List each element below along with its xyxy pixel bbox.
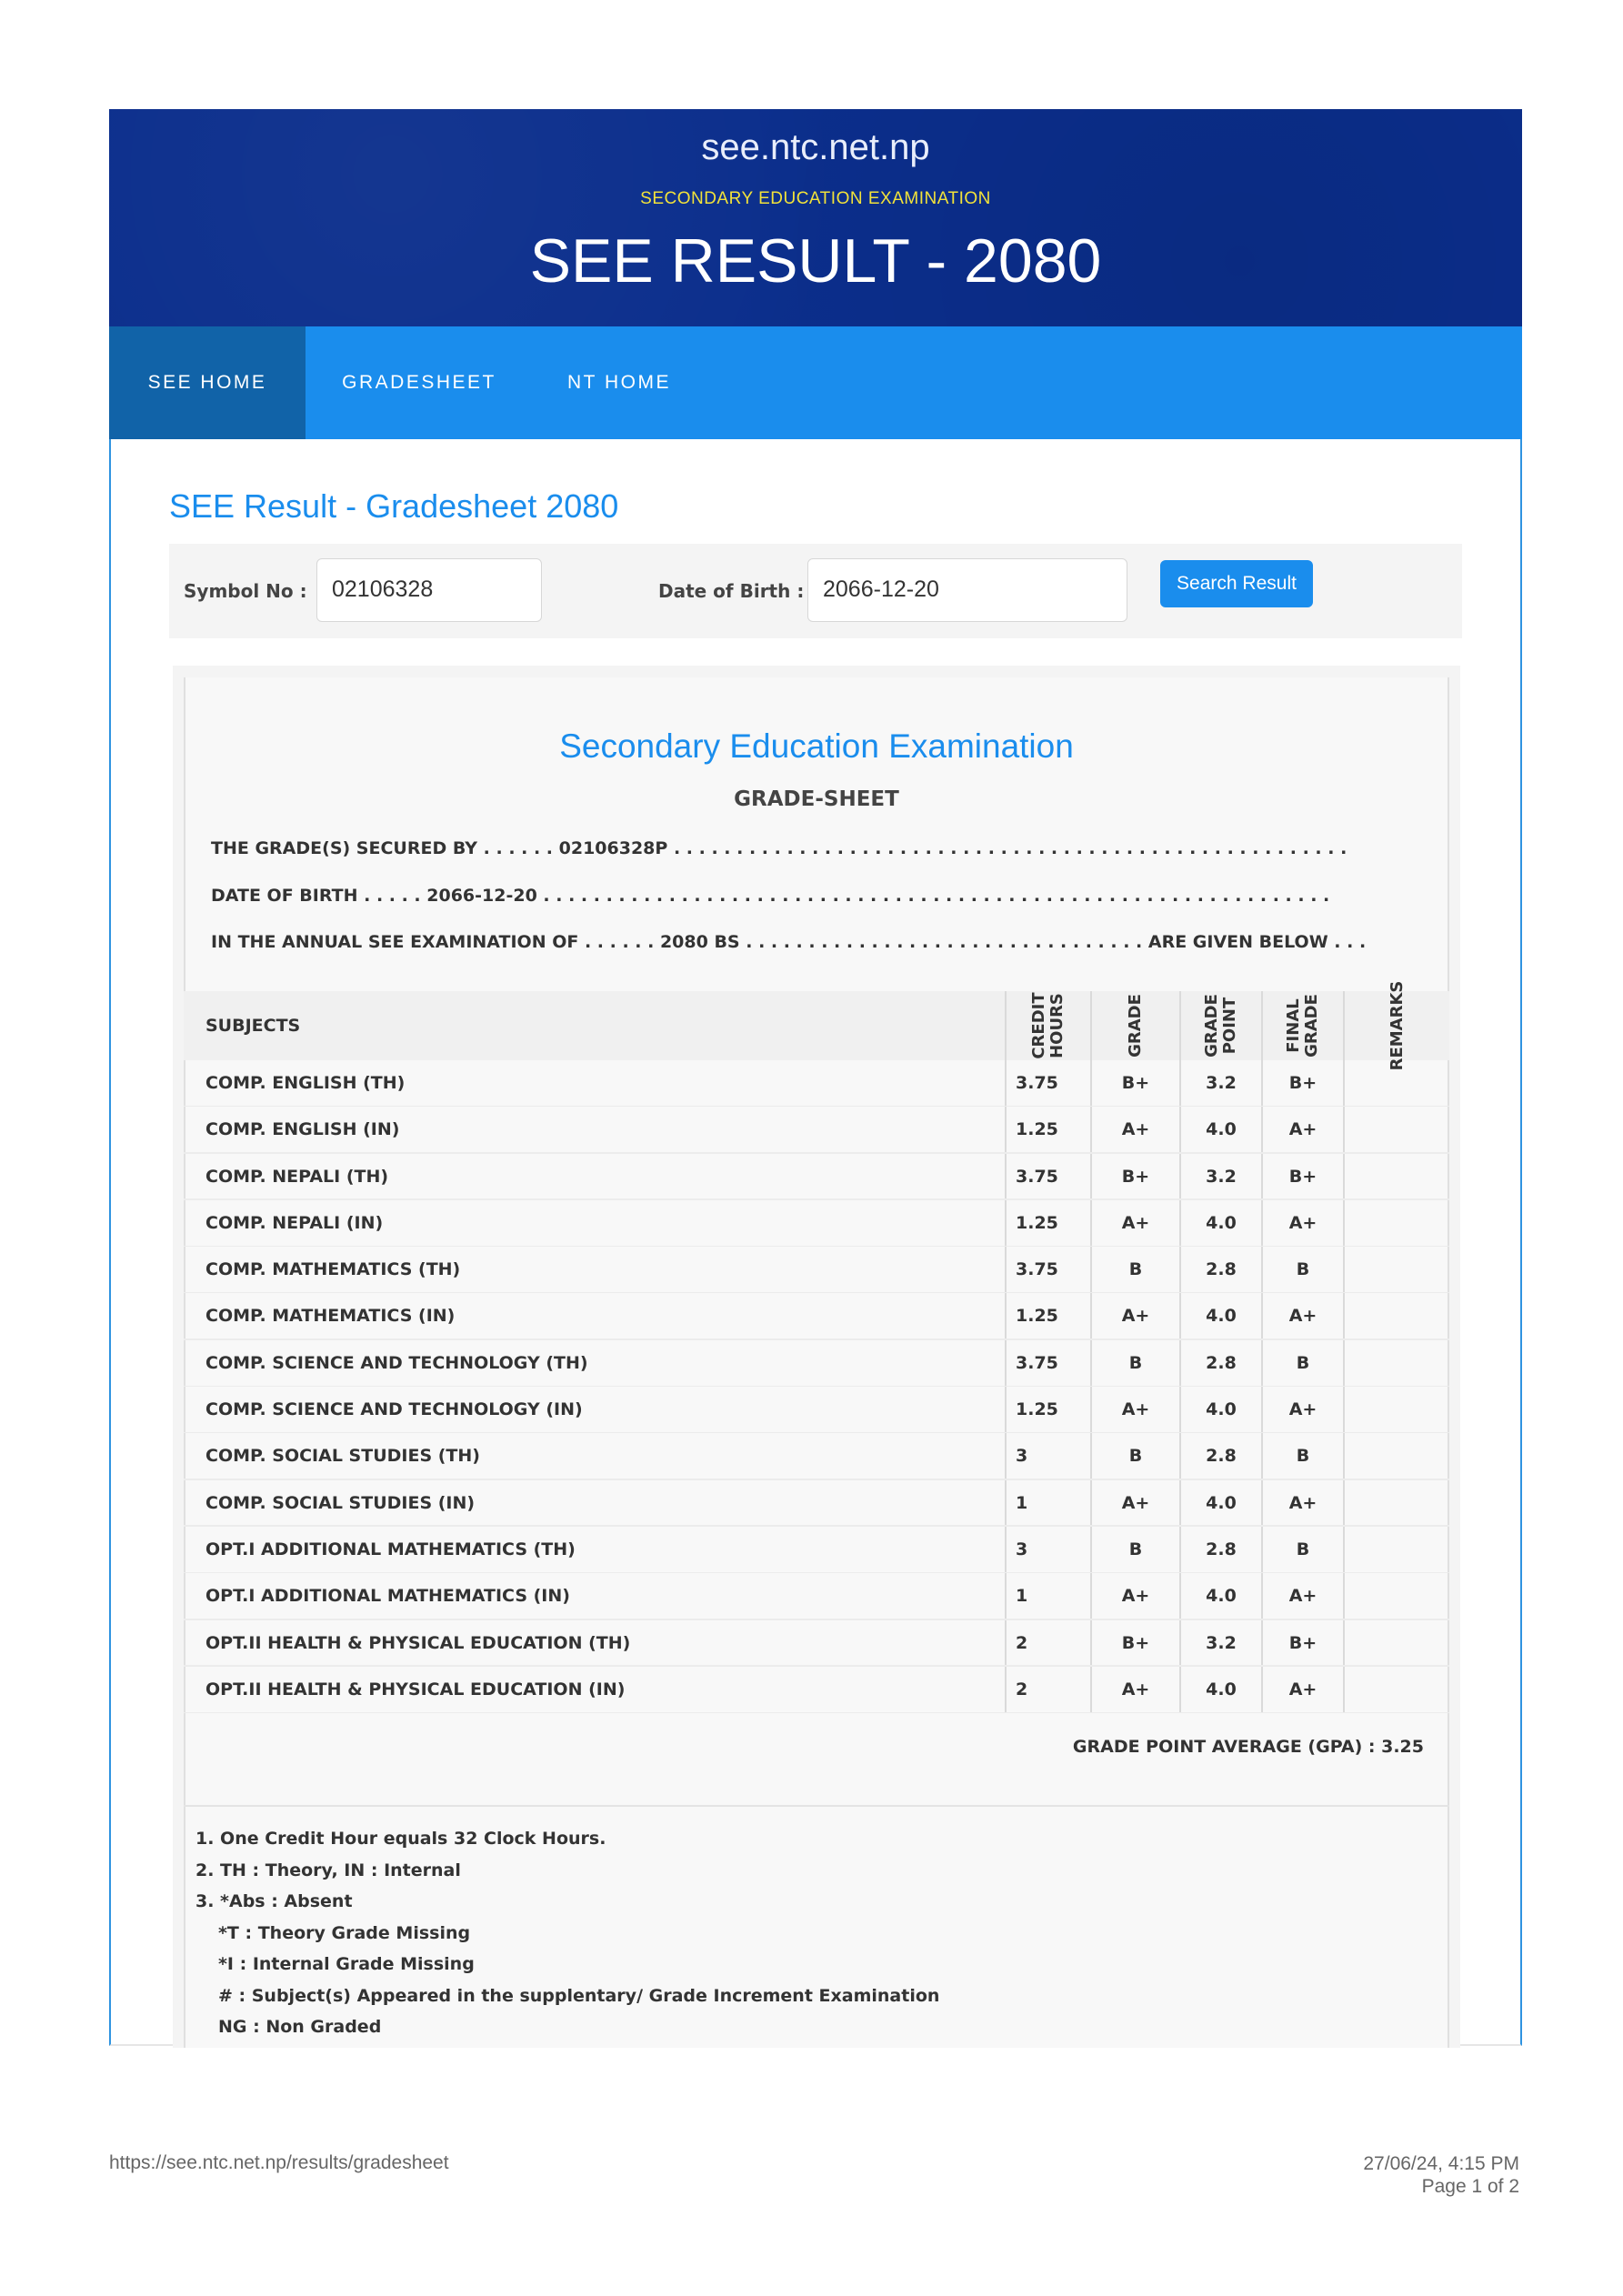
search-result-button[interactable]: Search Result: [1160, 560, 1313, 607]
cell-remarks: [1345, 1200, 1449, 1247]
header-remarks: REMARKS: [1387, 980, 1407, 1071]
divider: [1179, 1200, 1181, 1247]
divider: [1343, 1620, 1345, 1667]
header-banner: [109, 109, 1522, 326]
nav-gradesheet[interactable]: GRADESHEET: [342, 372, 496, 393]
nav-see-home[interactable]: SEE HOME: [109, 326, 306, 439]
table-row: [184, 1293, 1449, 1339]
note-item: 1. One Credit Hour equals 32 Clock Hours.: [195, 1829, 606, 1849]
note-item: # : Subject(s) Appeared in the supplentary/ Grade Increment Examination: [218, 1985, 940, 2006]
divider: [1090, 1433, 1092, 1479]
divider: [1261, 1154, 1263, 1200]
cell-subject: COMP. ENGLISH (IN): [205, 1119, 400, 1140]
cell-remarks: [1345, 1667, 1449, 1713]
cell-grade-point: 3.2: [1206, 1632, 1237, 1653]
navbar: [109, 326, 1522, 439]
cell-subject: OPT.I ADDITIONAL MATHEMATICS (IN): [205, 1586, 570, 1607]
page-heading: SEE Result - Gradesheet 2080: [169, 487, 619, 525]
divider: [1261, 1107, 1263, 1153]
divider: [1343, 1433, 1345, 1479]
cell-grade-point: 4.0: [1206, 1119, 1237, 1140]
divider: [1090, 1154, 1092, 1200]
divider: [1343, 1293, 1345, 1339]
cell-credit-hours: 3.75: [1016, 1352, 1058, 1373]
divider: [1005, 1620, 1007, 1667]
footer-datetime: 27/06/24, 4:15 PM: [1363, 2153, 1519, 2174]
cell-grade: B: [1128, 1352, 1143, 1373]
header-final-grade: FINAL GRADE: [1284, 994, 1321, 1058]
cell-remarks: [1345, 1433, 1449, 1479]
cell-grade: A+: [1121, 1679, 1150, 1699]
divider: [1005, 1200, 1007, 1247]
divider: [1343, 1527, 1345, 1573]
divider: [1005, 1667, 1007, 1713]
divider: [1090, 1293, 1092, 1339]
divider: [1343, 1667, 1345, 1713]
banner-subtitle: SECONDARY EDUCATION EXAMINATION: [640, 189, 991, 208]
cell-grade-point: 4.0: [1206, 1679, 1237, 1699]
divider: [1261, 1340, 1263, 1387]
cell-grade: A+: [1121, 1119, 1150, 1140]
table-row: [184, 1433, 1449, 1479]
header-grade: GRADE: [1126, 994, 1145, 1058]
divider: [1179, 1107, 1181, 1153]
cell-final-grade: A+: [1288, 1679, 1317, 1699]
divider: [1261, 1573, 1263, 1619]
grades-table: [184, 980, 1449, 1713]
cell-remarks: [1345, 1527, 1449, 1573]
cell-remarks: [1345, 1573, 1449, 1619]
divider: [1343, 1573, 1345, 1619]
divider: [1090, 1573, 1092, 1619]
cell-credit-hours: 2: [1016, 1679, 1028, 1699]
divider: [1090, 1527, 1092, 1573]
cell-credit-hours: 3.75: [1016, 1166, 1058, 1187]
divider: [1179, 1293, 1181, 1339]
cell-subject: COMP. MATHEMATICS (IN): [205, 1306, 456, 1327]
cell-subject: COMP. SOCIAL STUDIES (IN): [205, 1492, 476, 1513]
table-row: [184, 1247, 1449, 1293]
divider: [1179, 1387, 1181, 1433]
divider: [1343, 1387, 1345, 1433]
divider: [1343, 1200, 1345, 1247]
divider: [1005, 1573, 1007, 1619]
table-row: [184, 1387, 1449, 1433]
cell-subject: COMP. SCIENCE AND TECHNOLOGY (IN): [205, 1399, 583, 1420]
table-row: [184, 1573, 1449, 1619]
cell-remarks: [1345, 1247, 1449, 1293]
divider: [1090, 1387, 1092, 1433]
cell-grade-point: 3.2: [1206, 1166, 1237, 1187]
cell-final-grade: B: [1296, 1539, 1310, 1559]
cell-grade: B+: [1121, 1073, 1150, 1093]
cell-final-grade: B+: [1288, 1073, 1317, 1093]
gpa-summary: GRADE POINT AVERAGE (GPA) : 3.25: [1072, 1737, 1424, 1757]
cell-final-grade: B: [1296, 1259, 1310, 1280]
divider: [184, 1805, 1449, 1807]
table-row: [184, 1200, 1449, 1247]
cell-credit-hours: 3.75: [1016, 1073, 1058, 1093]
table-row: [184, 1620, 1449, 1667]
divider: [1090, 1247, 1092, 1293]
banner-title: SEE RESULT - 2080: [529, 226, 1102, 296]
table-row: [184, 1107, 1449, 1153]
divider: [1005, 1293, 1007, 1339]
header-grade-point: GRADE POINT: [1202, 994, 1239, 1058]
divider: [1343, 1247, 1345, 1293]
divider: [1090, 1060, 1092, 1107]
cell-grade: A+: [1121, 1399, 1150, 1420]
divider: [1005, 1060, 1007, 1107]
info-date-of-birth: DATE OF BIRTH . . . . . 2066-12-20 . . . . . . . . . . . . . . . . . . . . . . . . . . . . . . . . . . . . . . . . . . . . . . . . . . . . . . . . . . . . . . .: [211, 886, 1330, 906]
cell-grade: A+: [1121, 1492, 1150, 1513]
cell-grade-point: 4.0: [1206, 1399, 1237, 1420]
divider: [1179, 1667, 1181, 1713]
table-row: [184, 1667, 1449, 1713]
cell-grade-point: 3.2: [1206, 1073, 1237, 1093]
cell-final-grade: A+: [1288, 1212, 1317, 1233]
cell-credit-hours: 1.25: [1016, 1119, 1058, 1140]
note-item: NG : Non Graded: [218, 2017, 382, 2037]
cell-grade-point: 2.8: [1206, 1352, 1237, 1373]
divider: [1005, 1154, 1007, 1200]
cell-subject: OPT.II HEALTH & PHYSICAL EDUCATION (TH): [205, 1632, 631, 1653]
divider: [1090, 1107, 1092, 1153]
footer-url: https://see.ntc.net.np/results/gradesheet: [109, 2152, 449, 2173]
cell-credit-hours: 1.25: [1016, 1399, 1058, 1420]
cell-final-grade: B: [1296, 1446, 1310, 1467]
cell-final-grade: B+: [1288, 1166, 1317, 1187]
divider: [1179, 1060, 1181, 1107]
cell-grade: B: [1128, 1539, 1143, 1559]
divider: [1261, 1247, 1263, 1293]
cell-final-grade: A+: [1288, 1119, 1317, 1140]
divider: [1179, 1527, 1181, 1573]
divider: [1343, 1107, 1345, 1153]
notes-list: [195, 1823, 939, 2043]
cell-credit-hours: 3: [1016, 1446, 1028, 1467]
cell-grade-point: 2.8: [1206, 1446, 1237, 1467]
divider: [1261, 1387, 1263, 1433]
divider: [1261, 1620, 1263, 1667]
cell-remarks: [1345, 1154, 1449, 1200]
cell-subject: COMP. MATHEMATICS (TH): [205, 1259, 461, 1280]
divider: [1261, 1667, 1263, 1713]
note-item: 3. *Abs : Absent: [195, 1891, 353, 1911]
cell-grade: B+: [1121, 1632, 1150, 1653]
cell-grade: B+: [1121, 1166, 1150, 1187]
divider: [1343, 1154, 1345, 1200]
cell-remarks: [1345, 1107, 1449, 1153]
cell-final-grade: A+: [1288, 1399, 1317, 1420]
cell-grade: A+: [1121, 1306, 1150, 1327]
divider: [1261, 1293, 1263, 1339]
divider: [1261, 1480, 1263, 1527]
cell-remarks: [1345, 1340, 1449, 1387]
table-row: [184, 1340, 1449, 1387]
divider: [1343, 1060, 1345, 1107]
note-item: 2. TH : Theory, IN : Internal: [195, 1860, 461, 1880]
cell-credit-hours: 3.75: [1016, 1259, 1058, 1280]
divider: [1005, 1433, 1007, 1479]
divider: [1005, 1480, 1007, 1527]
cell-final-grade: A+: [1288, 1492, 1317, 1513]
divider: [1343, 1340, 1345, 1387]
cell-final-grade: A+: [1288, 1586, 1317, 1607]
divider: [1261, 1433, 1263, 1479]
table-row: [184, 1060, 1449, 1107]
cell-credit-hours: 1.25: [1016, 1212, 1058, 1233]
cell-grade-point: 4.0: [1206, 1306, 1237, 1327]
table-row: [184, 1527, 1449, 1573]
cell-subject: OPT.I ADDITIONAL MATHEMATICS (TH): [205, 1539, 576, 1559]
cell-remarks: [1345, 1480, 1449, 1527]
header-subjects: SUBJECTS: [205, 1016, 301, 1036]
divider: [1179, 1573, 1181, 1619]
table-row: [184, 1480, 1449, 1527]
cell-subject: COMP. SOCIAL STUDIES (TH): [205, 1446, 480, 1467]
cell-credit-hours: 1: [1016, 1492, 1028, 1513]
search-form: [169, 544, 1462, 638]
cell-credit-hours: 3: [1016, 1539, 1028, 1559]
cell-remarks: [1345, 1387, 1449, 1433]
cell-grade: A+: [1121, 1212, 1150, 1233]
cell-grade: A+: [1121, 1586, 1150, 1607]
sheet-subtitle: GRADE-SHEET: [734, 787, 899, 811]
table-body: [184, 1060, 1449, 1713]
cell-remarks: [1345, 1060, 1449, 1107]
cell-remarks: [1345, 1620, 1449, 1667]
divider: [1090, 1667, 1092, 1713]
dob-input[interactable]: 2066-12-20: [807, 558, 1127, 622]
cell-grade-point: 4.0: [1206, 1586, 1237, 1607]
cell-subject: OPT.II HEALTH & PHYSICAL EDUCATION (IN): [205, 1679, 626, 1699]
cell-grade-point: 2.8: [1206, 1259, 1237, 1280]
divider: [1005, 1527, 1007, 1573]
cell-grade-point: 4.0: [1206, 1492, 1237, 1513]
symbol-label: Symbol No :: [184, 580, 307, 602]
sheet-title: Secondary Education Examination: [559, 727, 1074, 765]
footer-meta: [1363, 2152, 1519, 2198]
divider: [1090, 1480, 1092, 1527]
note-item: *I : Internal Grade Missing: [218, 1954, 475, 1974]
cell-credit-hours: 1: [1016, 1586, 1028, 1607]
cell-grade: B: [1128, 1259, 1143, 1280]
cell-subject: COMP. NEPALI (IN): [205, 1212, 384, 1233]
dob-label: Date of Birth :: [658, 580, 805, 602]
divider: [1261, 1060, 1263, 1107]
info-annual-exam: IN THE ANNUAL SEE EXAMINATION OF . . . . . . 2080 BS . . . . . . . . . . . . . . . . . . . . . . . . . . . . . . . . ARE GIVEN BELOW . . .: [211, 932, 1367, 952]
divider: [1179, 1620, 1181, 1667]
cell-grade-point: 4.0: [1206, 1212, 1237, 1233]
table-header: [184, 980, 1449, 1071]
divider: [1261, 1200, 1263, 1247]
footer-page-number: Page 1 of 2: [1421, 2176, 1519, 2197]
cell-final-grade: B+: [1288, 1632, 1317, 1653]
cell-subject: COMP. NEPALI (TH): [205, 1166, 389, 1187]
cell-subject: COMP. ENGLISH (TH): [205, 1073, 406, 1093]
divider: [1179, 1154, 1181, 1200]
divider: [1179, 1340, 1181, 1387]
note-item: *T : Theory Grade Missing: [218, 1922, 471, 1943]
cell-final-grade: A+: [1288, 1306, 1317, 1327]
divider: [1005, 1340, 1007, 1387]
divider: [184, 1712, 1449, 1714]
cell-subject: COMP. SCIENCE AND TECHNOLOGY (TH): [205, 1352, 588, 1373]
header-credit-hours: CREDIT HOURS: [1029, 992, 1067, 1059]
divider: [1090, 1620, 1092, 1667]
divider: [1179, 1433, 1181, 1479]
divider: [1179, 1480, 1181, 1527]
symbol-input[interactable]: 02106328: [316, 558, 542, 622]
cell-grade: B: [1128, 1446, 1143, 1467]
cell-credit-hours: 2: [1016, 1632, 1028, 1653]
divider: [1343, 1480, 1345, 1527]
divider: [1261, 1527, 1263, 1573]
divider: [1090, 1200, 1092, 1247]
divider: [1090, 1340, 1092, 1387]
nav-nt-home[interactable]: NT HOME: [567, 372, 671, 393]
info-secured-by: THE GRADE(S) SECURED BY . . . . . . 02106328P . . . . . . . . . . . . . . . . . . . . . . . . . . . . . . . . . . . . . . . . . . . . . . . . . . . . . .: [211, 838, 1347, 858]
divider: [1005, 1247, 1007, 1293]
divider: [1179, 1247, 1181, 1293]
site-name[interactable]: see.ntc.net.np: [701, 127, 930, 167]
cell-grade-point: 2.8: [1206, 1539, 1237, 1559]
cell-credit-hours: 1.25: [1016, 1306, 1058, 1327]
cell-remarks: [1345, 1293, 1449, 1339]
table-row: [184, 1154, 1449, 1200]
divider: [1005, 1387, 1007, 1433]
divider: [1005, 1107, 1007, 1153]
cell-final-grade: B: [1296, 1352, 1310, 1373]
